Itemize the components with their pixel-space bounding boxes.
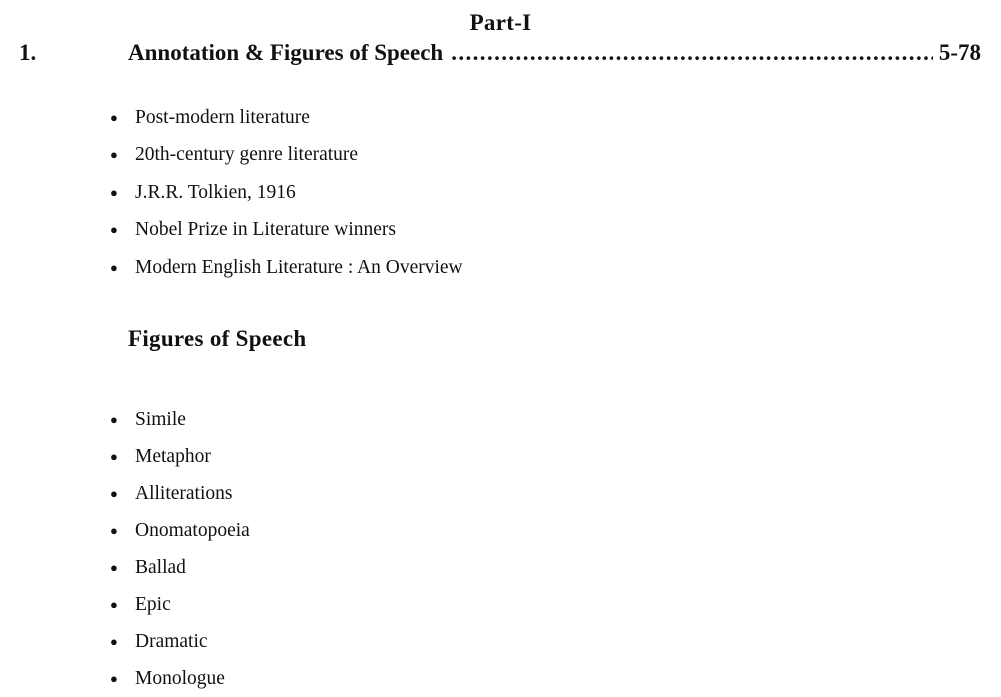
figure-label: Dramatic xyxy=(135,630,208,652)
topic-label: 20th-century genre literature xyxy=(135,144,359,166)
bullet-icon: ● xyxy=(110,222,118,238)
list-item xyxy=(110,137,463,175)
chapter-number: 1. xyxy=(19,40,37,65)
list-item xyxy=(110,99,463,137)
list-item xyxy=(110,212,463,250)
list-item xyxy=(110,402,250,439)
figure-label: Monologue xyxy=(135,667,225,689)
topic-label: J.R.R. Tolkien, 1916 xyxy=(135,181,296,203)
chapter-entry xyxy=(19,40,981,66)
bullet-icon: ● xyxy=(110,147,118,163)
list-item xyxy=(110,476,250,513)
bullet-icon: ● xyxy=(110,184,118,200)
bullet-icon: ● xyxy=(110,412,118,428)
figure-label: Metaphor xyxy=(135,446,211,468)
dot-leader xyxy=(451,40,933,66)
topic-list xyxy=(110,99,463,287)
bullet-icon: ● xyxy=(110,670,118,686)
list-item xyxy=(110,586,250,623)
figure-label: Ballad xyxy=(135,557,186,578)
bullet-icon: ● xyxy=(110,109,118,125)
list-item xyxy=(110,174,463,212)
figure-label: Epic xyxy=(135,593,171,615)
figure-label: Onomatopoeia xyxy=(135,520,250,542)
figure-label: Simile xyxy=(135,409,186,431)
list-item xyxy=(110,550,250,587)
topic-label: Post-modern literature xyxy=(135,106,310,128)
figure-label: Alliterations xyxy=(135,483,233,505)
bullet-icon: ● xyxy=(110,523,118,539)
chapter-pages: 5-78 xyxy=(938,40,981,65)
topic-label: Nobel Prize in Literature winners xyxy=(135,219,396,241)
chapter-title: Annotation & Figures of Speech xyxy=(128,40,444,65)
list-item xyxy=(110,439,250,476)
topic-label: Modern English Literature : An Overview xyxy=(135,256,463,278)
bullet-icon: ● xyxy=(110,449,118,465)
list-item xyxy=(110,623,250,660)
bullet-icon: ● xyxy=(110,633,118,649)
list-item xyxy=(110,249,463,287)
bullet-icon: ● xyxy=(110,560,118,575)
figures-heading: Figures of Speech xyxy=(128,326,307,351)
part-title: Part-I xyxy=(469,10,532,35)
list-item xyxy=(110,513,250,550)
bullet-icon: ● xyxy=(110,486,118,502)
bullet-icon: ● xyxy=(110,259,118,275)
figures-list xyxy=(110,402,250,697)
bullet-icon: ● xyxy=(110,596,118,612)
list-item xyxy=(110,660,250,697)
